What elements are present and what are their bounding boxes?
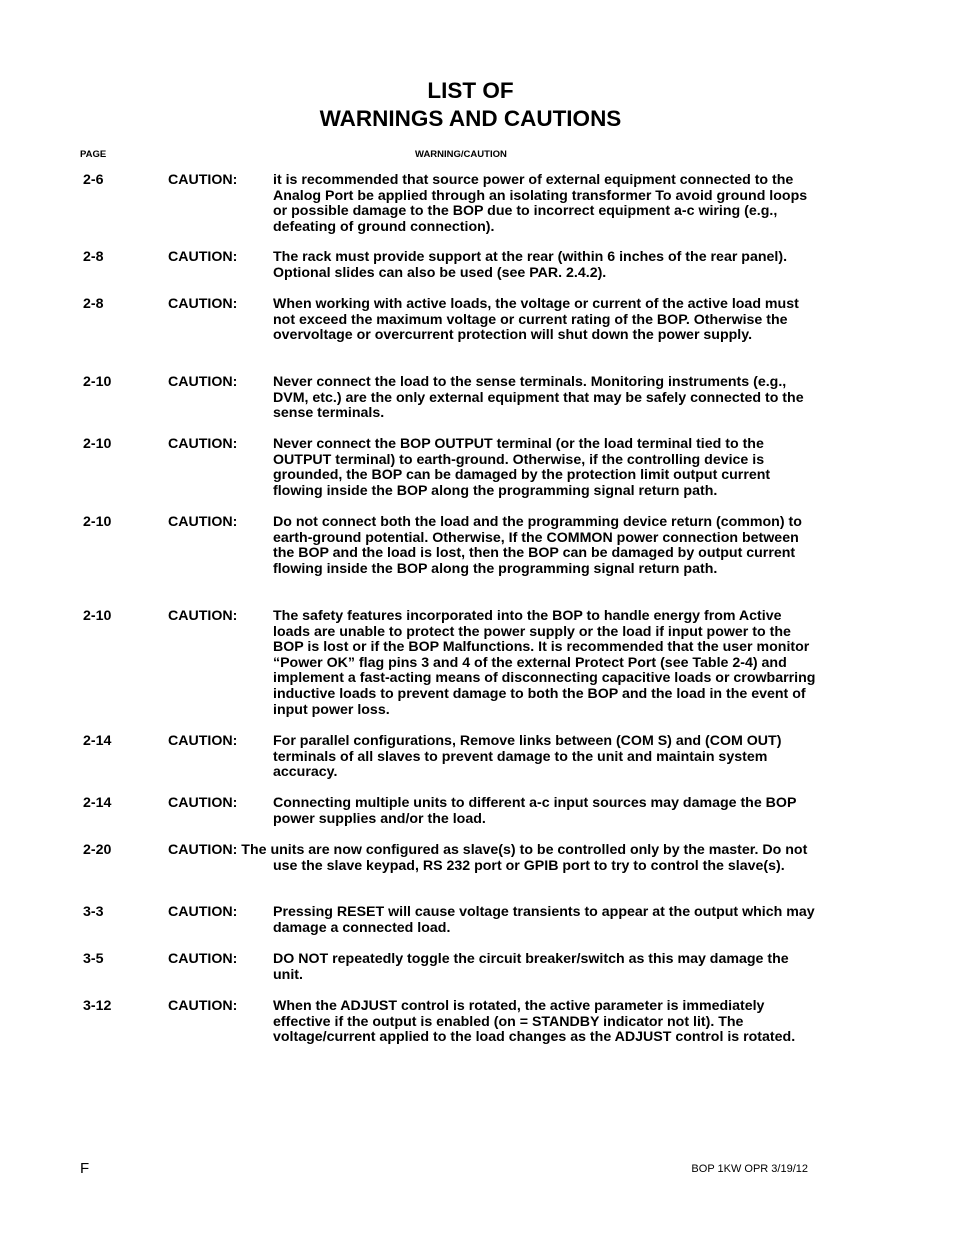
entry-text: The rack must provide support at the rear (within 6 inches of the rear panel). Optional slides can also be used (see PAR. 2.4.2). [273,249,788,281]
entry-text: The safety features incorporated into the BOP to handle energy from Active loads are unable to protect the power supply or the load if input power to the BOP is lost or if the BOP Malfunctions. It is recommended that the user monitor “Power OK” flag pins 3 and 4 of the external Protect Port (see Table 2-4) and implement a fast-acting means of disconnecting capacitive loads or crowbarring inductive loads to prevent damage to both the BOP and the load in the event of input power loss. [273,608,816,718]
list-item [0,796,954,843]
list-item [0,515,954,609]
entry-text: Do not connect both the load and the programming device return (common) to earth-ground potential. Otherwise, If the COMMON power connection between the BOP and the load is lost, then the BOP can be damaged by output current flowing inside the BOP along the programming signal return path. [273,514,802,577]
page-title [0,77,941,133]
entry-label: CAUTION: [168,249,238,265]
entry-label: CAUTION: [168,904,238,920]
list-item [0,250,954,297]
entry-text: it is recommended that source power of external equipment connected to the Analog Port be applied through an isolating transformer To avoid ground loops or possible damage to the BOP due to incorrect equipment a-c wiring (e.g., defeating of ground connection). [273,172,808,235]
entry-label: CAUTION: [168,374,238,390]
page-number: F [80,1160,90,1177]
entry-label: CAUTION: [168,514,238,530]
entry-text: Never connect the BOP OUTPUT terminal (or the load terminal tied to the OUTPUT terminal) to earth-ground. Otherwise, if the controlling device is grounded, the BOP can be damaged by the protection limit output current flowing inside the BOP along the programming signal return path. [273,436,771,499]
entry-label: CAUTION: [168,436,238,452]
list-item [0,952,954,999]
entry-text: For parallel configurations, Remove links between (COM S) and (COM OUT) terminals of all slaves to prevent damage to the unit and maintain system accuracy. [273,733,782,781]
entry-text: When working with active loads, the voltage or current of the active load must not exceed the maximum voltage or current rating of the BOP. Otherwise the overvoltage or overcurrent protection will shut down the power supply. [273,296,799,344]
entry-page: 2-6 [83,172,104,188]
column-header-page: PAGE [80,149,107,160]
entry-label: CAUTION: [168,296,238,312]
entry-page: 2-10 [83,436,112,452]
list-item [0,609,954,734]
list-item [0,173,954,250]
list-item [0,999,954,1061]
entry-page: 2-10 [83,374,112,390]
list-item [0,734,954,796]
list-item [0,437,954,515]
list-item [0,905,954,952]
title-line-1: LIST OF [427,78,514,103]
entry-label: CAUTION: [168,795,238,811]
entry-page: 2-10 [83,514,112,530]
entry-page: 2-10 [83,608,112,624]
entry-page: 3-12 [83,998,112,1014]
entry-text: Pressing RESET will cause voltage transients to appear at the output which may damage a connected load. [273,904,815,936]
list-item [0,297,954,375]
entry-page: 2-8 [83,296,104,312]
list-item [0,375,954,437]
entry-page: 2-14 [83,795,112,811]
entry-label: CAUTION: [168,951,238,967]
column-header-warning-caution: WARNING/CAUTION [415,149,507,160]
entry-text: CAUTION: The units are now configured as slave(s) to be controlled only by the master. Do not use the slave keypad, RS 232 port or GPIB port to try to control the slave(s). [168,842,808,874]
entry-label: CAUTION: [168,172,238,188]
entry-page: 2-8 [83,249,104,265]
entry-label: CAUTION: [168,608,238,624]
entry-text: DO NOT repeatedly toggle the circuit breaker/switch as this may damage the unit. [273,951,789,983]
list-item [0,843,954,905]
entry-text: Never connect the load to the sense terminals. Monitoring instruments (e.g., DVM, etc.) are the only external equipment that may be safely connected to the sense terminals. [273,374,804,422]
entry-page: 3-5 [83,951,104,967]
entry-text: When the ADJUST control is rotated, the active parameter is immediately effective if the output is enabled (on = STANDBY indicator not lit). The voltage/current applied to the load changes as the ADJUST control is rotated. [273,998,796,1046]
caution-list [0,173,954,1061]
entry-page: 2-14 [83,733,112,749]
entry-page: 3-3 [83,904,104,920]
entry-label: CAUTION: [168,998,238,1014]
entry-text: Connecting multiple units to different a-c input sources may damage the BOP power supplies and/or the load. [273,795,797,827]
entry-page: 2-20 [83,842,112,858]
document-id: BOP 1KW OPR 3/19/12 [691,1163,808,1175]
entry-label: CAUTION: [168,733,238,749]
title-line-2: WARNINGS AND CAUTIONS [319,106,622,131]
